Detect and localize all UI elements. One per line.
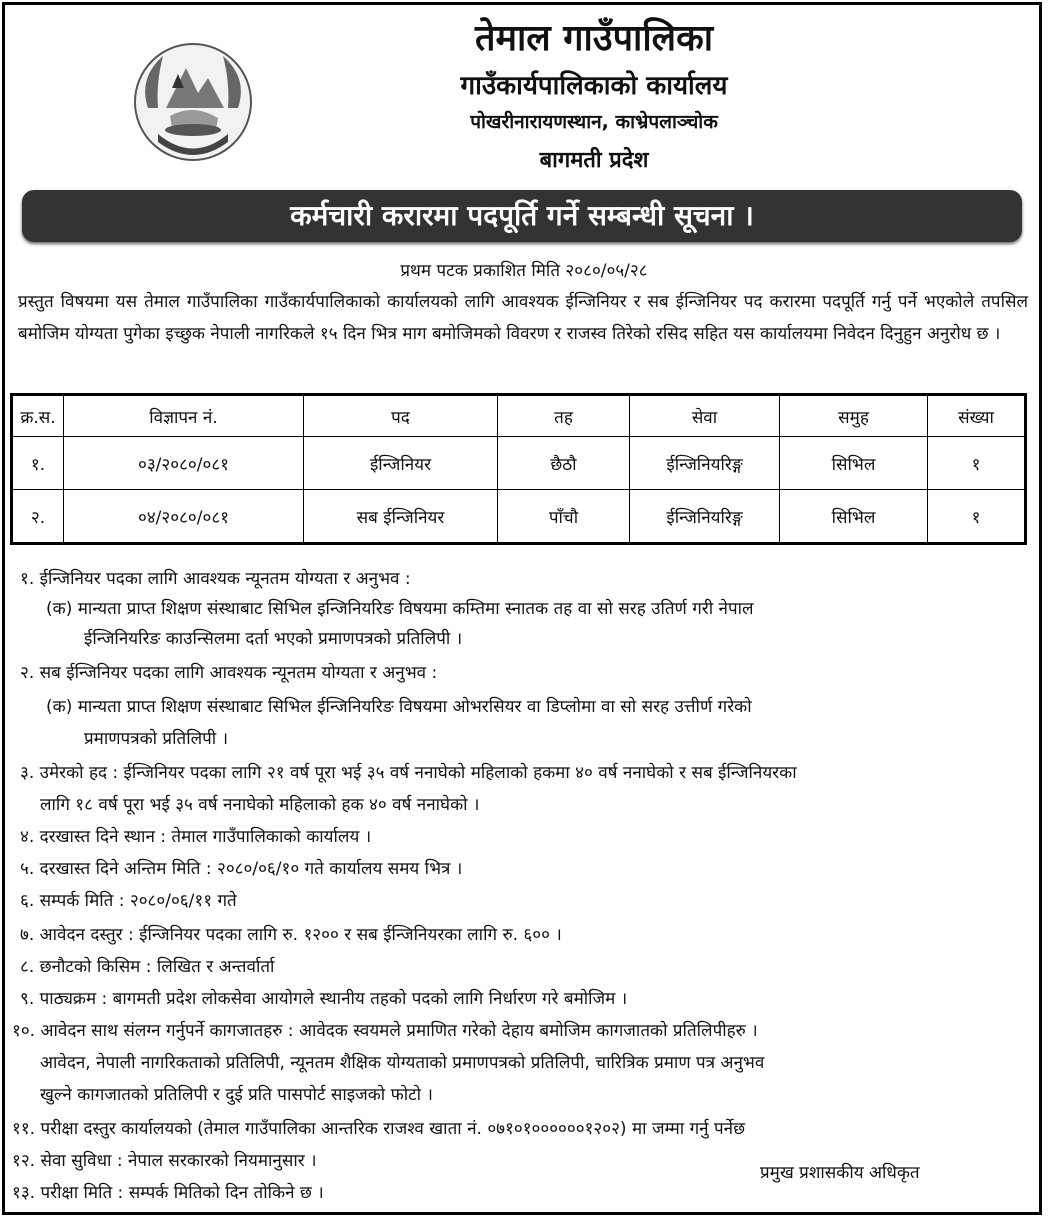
col-header-ad-no: विज्ञापन नं. [64,395,304,437]
intro-paragraph: प्रस्तुत विषयमा यस तेमाल गाउँपालिका गाउँकार्यपालिकाको कार्यालयको लागि आवश्यक ईन्जिनियर र सब ईन्जिनियर पद करारमा पदपूर्ति गर्नु पर्ने भएकोले तपसिल बमोजिम योग्यता पुगेका इच्छुक नेपाली नागरिकले १५ दिन भित्र माग बमोजिमको विवरण र राजस्व तिरेको रसिद सहित यस कार्यालयमा निवेदन दिनुहुन अनुरोध छ । [18,292,1028,344]
list-item: १२. सेवा सुविधा : नेपाल सरकारको नियमानुसार । [12,1151,317,1171]
col-header-post: पद [304,395,498,437]
notice-title: कर्मचारी करारमा पदपूर्ति गर्ने सम्बन्धी सूचना । [22,190,1022,242]
list-item: ९. पाठ्यक्रम : बागमती प्रदेश लोकसेवा आयोगले स्थानीय तहको पदको लागि निर्धारण गरे बमोजिम । [20,989,628,1009]
col-header-level: तह [498,395,630,437]
list-item: २. सब ईन्जिनियर पदका लागि आवश्यक न्यूनतम योग्यता र अनुभव : [20,663,438,683]
cell-level: छैठौ [498,437,630,490]
list-item: १०. आवेदन साथ संलग्न गर्नुपर्ने कागजातहरु : आवेदक स्वयमले प्रमाणित गरेको देहाय बमोजिम कागजातको प्रतिलिपीहरु । [12,1021,758,1041]
published-date: प्रथम पटक प्रकाशित मिति २०८०/०५/२८ [400,261,648,281]
list-item: ८. छनौटको किसिम : लिखित र अन्तर्वार्ता [20,957,275,977]
table-row [12,490,1026,544]
list-item: ७. आवेदन दस्तुर : ईन्जिनियर पदका लागि रु. १२०० र सब ईन्जिनियरका लागि रु. ६०० । [20,925,562,945]
cell-service: ईन्जिनियरिङ्ग [630,490,780,544]
municipality-name: तेमाल गाउँपालिका [474,18,714,59]
list-item: १३. परीक्षा मिति : सम्पर्क मितिको दिन तोकिने छ । [12,1183,324,1203]
cell-level: पाँचौ [498,490,630,544]
table-header-row [12,395,1026,437]
office-name: गाउँकार्यपालिकाको कार्यालय [460,71,728,101]
col-header-sn: क्र.स. [12,395,64,437]
col-header-count: संख्या [928,395,1026,437]
list-item: ३. उमेरको हद : ईन्जिनियर पदका लागि २१ वर्ष पूरा भई ३५ वर्ष ननाघेको महिलाको हकमा ४० वर्ष ननाघेको र सब ईन्जिनियरका [20,763,797,783]
cell-service: ईन्जिनियरिङ्ग [630,437,780,490]
list-item: (क) मान्यता प्राप्त शिक्षण संस्थाबाट सिभिल इन्जिनियरिङ विषयमा कम्तिमा स्नातक तह वा सो सरह उतिर्ण गरी नेपाल [46,599,754,619]
office-address: पोखरीनारायणस्थान, काभ्रेपलाञ्चोक [470,111,718,133]
cell-ad-no: ०४/२०८०/०८१ [64,490,304,544]
list-item: ५. दरखास्त दिने अन्तिम मिति : २०८०/०६/१० गते कार्यालय समय भित्र । [20,859,463,879]
list-item: आवेदन, नेपाली नागरिकताको प्रतिलिपी, न्यूनतम शैक्षिक योग्यताको प्रमाणपत्रको प्रतिलिपी, चारित्रिक प्रमाण पत्र अनुभव [40,1053,765,1073]
list-item: ४. दरखास्त दिने स्थान : तेमाल गाउँपालिकाको कार्यालय । [20,827,372,847]
cell-sn: १. [12,437,64,490]
cell-count: १ [928,490,1026,544]
cell-ad-no: ०३/२०८०/०८१ [64,437,304,490]
vacancy-table [10,393,1027,545]
list-item: ११. परीक्षा दस्तुर कार्यालयको (तेमाल गाउँपालिका आन्तरिक राजश्व खाता नं. ०७१०१००००००१२०२) मा जम्मा गर्नु पर्नेछ [12,1119,746,1139]
cell-sn: २. [12,490,64,544]
cell-post: ईन्जिनियर [304,437,498,490]
list-item: ६. सम्पर्क मिति : २०८०/०६/११ गते [20,891,237,911]
table-row [12,437,1026,490]
list-item: ईन्जिनियरिङ काउन्सिलमा दर्ता भएको प्रमाणपत्रको प्रतिलिपी । [84,629,463,649]
list-item: (क) मान्यता प्राप्त शिक्षण संस्थाबाट सिभिल ईन्जिनियरिङ विषयमा ओभरसियर वा डिप्लोमा वा सो सरह उत्तीर्ण गरेको [46,697,752,717]
cell-group: सिभिल [780,437,928,490]
cell-post: सब ईन्जिनियर [304,490,498,544]
list-item: खुल्ने कागजातको प्रतिलिपी र दुई प्रति पासपोर्ट साइजको फोटो । [40,1085,433,1105]
list-item: प्रमाणपत्रको प्रतिलिपी । [84,729,229,749]
province-name: बागमती प्रदेश [539,148,649,173]
signatory-title: प्रमुख प्रशासकीय अधिकृत [760,1163,920,1183]
cell-group: सिभिल [780,490,928,544]
list-item: लागि १८ वर्ष पूरा भई ३५ वर्ष ननाघेको महिलाको हक ४० वर्ष ननाघेको । [40,795,480,815]
cell-count: १ [928,437,1026,490]
list-item: १. ईन्जिनियर पदका लागि आवश्यक न्यूनतम योग्यता र अनुभव : [20,569,411,589]
col-header-service: सेवा [630,395,780,437]
col-header-group: समुह [780,395,928,437]
